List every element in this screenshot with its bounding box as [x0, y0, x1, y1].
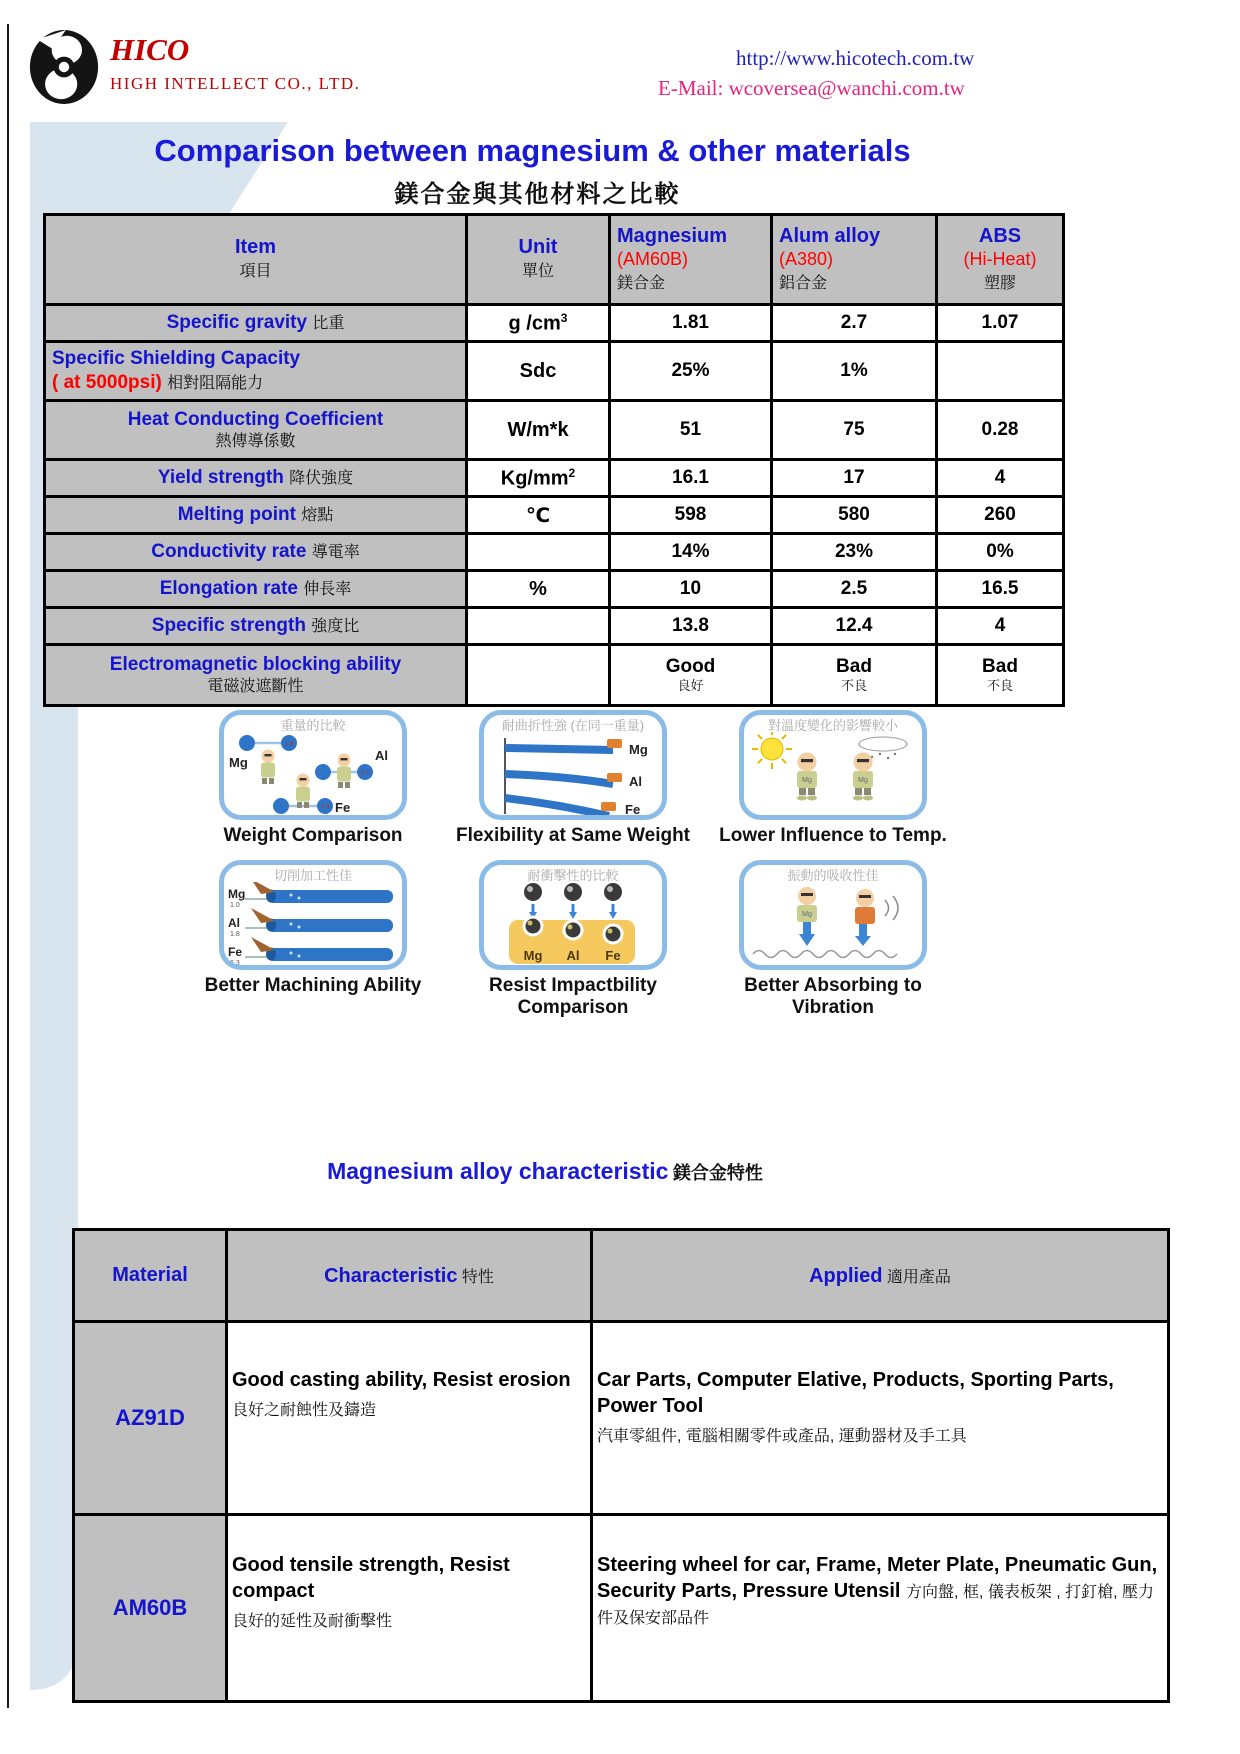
svg-text:Mg: Mg [802, 911, 812, 919]
feature-title-zh: 耐衝擊性的比較 [527, 868, 619, 884]
column-header-en: Applied [809, 1264, 883, 1287]
feature-panel [739, 710, 927, 820]
svg-text:Mg: Mg [523, 948, 543, 964]
feature-better-machining-ability [183, 860, 443, 1018]
characteristic-cell [227, 1322, 592, 1515]
value: Good [665, 656, 716, 678]
item-label-en: Specific Shielding Capacity [52, 348, 301, 370]
feature-better-absorbing-to-vibration [703, 860, 963, 1018]
feature-illustration [745, 882, 921, 968]
column-header-en: Material [112, 1264, 188, 1286]
page-title-zh: 鎂合金與其他材料之比較 [394, 182, 681, 208]
svg-text:Fe: Fe [335, 800, 351, 815]
feature-illustration [745, 732, 921, 818]
feature-caption: Flexibility at Same Weight [455, 825, 691, 846]
feature-illustration [225, 732, 401, 818]
svg-text:Mg: Mg [802, 777, 812, 784]
characteristic-en: Good casting ability, Resist erosion [232, 1369, 571, 1391]
feature-caption: Resist Impactbility Comparison [489, 975, 657, 1018]
value-cell [937, 305, 1064, 342]
section-heading-zh: 鎂合金特性 [672, 1163, 763, 1183]
feature-caption: Lower Influence to Temp. [719, 825, 947, 846]
value: 2.7 [840, 312, 868, 334]
unit-cell [467, 608, 610, 645]
value-zh: 不良 [840, 678, 867, 694]
value: 75 [843, 419, 865, 441]
item-cell [45, 645, 467, 706]
logo-text: HICO [110, 32, 190, 67]
value: 598 [674, 504, 707, 526]
svg-text:Al: Al [375, 748, 388, 763]
material-cell [74, 1515, 227, 1702]
feature-caption: Better Absorbing to Vibration [744, 975, 922, 1018]
unit-cell: Sdc [467, 342, 610, 401]
column-header [227, 1230, 592, 1322]
table-row [45, 305, 1064, 342]
column-header-en: Magnesium [617, 225, 728, 248]
value-cell [610, 571, 772, 608]
value-cell [610, 460, 772, 497]
column-header-zh: 鎂合金 [617, 274, 666, 292]
value-cell [772, 571, 937, 608]
value: 17 [843, 467, 865, 489]
value: 23% [834, 541, 874, 563]
item-label: Elongation rate 伸長率 [159, 578, 352, 600]
column-header-zh: 塑膠 [983, 274, 1016, 292]
value: 1.81 [672, 312, 709, 334]
characteristic-table-body [74, 1322, 1169, 1702]
feature-panel [479, 710, 667, 820]
svg-text:Mg: Mg [229, 755, 248, 770]
table-row [45, 645, 1064, 706]
item-cell [45, 401, 467, 460]
value-cell [772, 342, 937, 401]
feature-panel [739, 860, 927, 970]
value-zh: 不良 [986, 678, 1013, 694]
value: 2.5 [840, 578, 868, 600]
value-cell [610, 608, 772, 645]
value-cell [772, 460, 937, 497]
column-header-zh: 特性 [461, 1268, 494, 1286]
comparison-header-row [45, 215, 1064, 305]
unit-cell: W/m*k [467, 401, 610, 460]
svg-text:1.8: 1.8 [284, 740, 294, 748]
value: 1% [840, 360, 868, 382]
item-label-zh: ( at 5000psi) 相對阻隔能力 [52, 372, 264, 393]
company-name: HIGH INTELLECT CO., LTD. [110, 74, 361, 93]
value: 260 [984, 504, 1016, 526]
unit-cell: % [467, 571, 610, 608]
feature-lower-influence-to-temp- [703, 710, 963, 846]
item-label: Yield strength 降伏強度 [157, 467, 354, 489]
characteristic-en: Good tensile strength, Resist compact [232, 1554, 510, 1602]
item-cell [45, 497, 467, 534]
unit-cell [467, 534, 610, 571]
table-row [45, 342, 1064, 401]
contact-block [658, 44, 974, 104]
value-cell [772, 645, 937, 706]
value-cell [937, 460, 1064, 497]
website-url[interactable]: http://www.hicotech.com.tw [736, 46, 975, 70]
value: 4 [994, 467, 1006, 489]
value-cell [772, 497, 937, 534]
column-header [937, 215, 1064, 305]
value: 0.28 [981, 419, 1019, 441]
characteristic-header-row [74, 1230, 1169, 1322]
feature-caption: Weight Comparison [223, 825, 403, 846]
value-cell [937, 608, 1064, 645]
feature-panel [479, 860, 667, 970]
page-title: Comparison between magnesium & other materials [154, 133, 911, 168]
feature-panel [219, 710, 407, 820]
characteristic-zh: 良好之耐蝕性及鑄造 [232, 1402, 377, 1419]
column-header-zh: 單位 [521, 263, 554, 281]
column-header-en: Item [234, 236, 277, 259]
column-header [772, 215, 937, 305]
column-header [592, 1230, 1169, 1322]
unit-cell: $Kg/mm^2$ [467, 460, 610, 497]
item-label: Melting point 熔點 [177, 504, 334, 526]
item-label-en: Heat Conducting Coefficient [127, 409, 384, 431]
applied-cell [592, 1515, 1169, 1702]
unit-cell: g $/cm^3$ [467, 305, 610, 342]
svg-text:Al: Al [228, 916, 240, 931]
svg-text:1.0: 1.0 [230, 902, 240, 910]
feature-panel [219, 860, 407, 970]
column-header [45, 215, 467, 305]
column-header-en: ABS [978, 225, 1022, 248]
applied-zh: 方向盤, 框, 儀表板架 , 打釘槍, 壓力件及保安部品件 [597, 1584, 1155, 1627]
header-logo-block [28, 28, 360, 111]
column-header-code: (A380) [779, 249, 834, 270]
table-row [45, 497, 1064, 534]
feature-illustration [485, 882, 661, 968]
feature-caption: Better Machining Ability [204, 975, 422, 997]
value-cell [772, 305, 937, 342]
svg-text:7.9: 7.9 [320, 803, 330, 811]
applied-en: Steering wheel for car, Frame, Meter Plate, Pneumatic Gun, Security Parts, Pressure Utensil 方向盤, 框, 儀表板架 , 打釘槍, 壓力件及保安部品件 [597, 1554, 1158, 1627]
value: 12.4 [835, 615, 873, 637]
value-cell [937, 497, 1064, 534]
item-label: Specific strength 強度比 [151, 615, 360, 637]
applied-en: Car Parts, Computer Elative, Products, Sporting Parts, Power Tool [597, 1369, 1114, 1417]
column-header-en: Unit [518, 236, 558, 259]
value-cell [772, 534, 937, 571]
svg-text:6.3: 6.3 [230, 960, 240, 968]
value-cell [937, 571, 1064, 608]
comparison-table-head [45, 215, 1064, 305]
value: 16.5 [981, 578, 1019, 600]
value: 51 [679, 419, 702, 441]
characteristic-table [72, 1228, 1170, 1703]
value-cell [937, 342, 1064, 401]
svg-text:Fe: Fe [625, 802, 641, 817]
svg-text:Fe: Fe [228, 945, 243, 960]
value: 10 [679, 578, 702, 600]
feature-weight-comparison [183, 710, 443, 846]
value: Bad [982, 656, 1018, 678]
value-cell [610, 645, 772, 706]
comparison-table-body [45, 305, 1064, 706]
value: 25% [671, 360, 710, 382]
item-cell [45, 342, 467, 401]
value-cell [610, 401, 772, 460]
value: 14% [671, 541, 710, 563]
applied-cell [592, 1322, 1169, 1515]
column-header [74, 1230, 227, 1322]
item-label: Conductivity rate 導電率 [151, 541, 360, 563]
material-cell [74, 1322, 227, 1515]
value: 0% [986, 541, 1014, 563]
item-label-zh: 電磁波遮斷性 [207, 677, 304, 695]
item-label-zh: 熱傳導係數 [215, 432, 296, 450]
feature-illustration [225, 882, 401, 968]
svg-text:Fe: Fe [605, 948, 621, 964]
column-header-zh: 鋁合金 [779, 274, 828, 292]
value: 16.1 [672, 467, 709, 489]
value: 13.8 [672, 615, 709, 637]
value: 580 [838, 504, 870, 526]
feature-title-zh: 對溫度變化的影響較小 [767, 718, 898, 733]
value-cell [937, 645, 1064, 706]
value-zh: 良好 [677, 678, 704, 694]
svg-text:Mg: Mg [228, 887, 246, 902]
svg-text:Al: Al [566, 948, 580, 964]
column-header-code: (Hi-Heat) [963, 249, 1037, 270]
unit-cell: ℃ [467, 497, 610, 534]
value-cell [937, 534, 1064, 571]
email-address[interactable]: E-Mail: wcoversea@wanchi.com.tw [658, 75, 965, 100]
features-grid [183, 710, 963, 1018]
characteristic-zh: 良好的延性及耐衝擊性 [232, 1613, 393, 1630]
feature-title-zh: 切削加工性佳 [273, 868, 352, 884]
page-border-line [7, 24, 9, 1708]
svg-text:1.8: 1.8 [230, 931, 240, 939]
table-row [74, 1322, 1169, 1515]
table-row [45, 608, 1064, 645]
hico-logo-icon [28, 28, 100, 111]
characteristic-table-head [74, 1230, 1169, 1322]
section-heading [0, 1158, 1090, 1185]
value-cell [937, 401, 1064, 460]
item-label-en: Electromagnetic blocking ability [109, 654, 402, 676]
value-cell [610, 497, 772, 534]
unit-cell [467, 645, 610, 706]
svg-text:2.7: 2.7 [360, 769, 370, 777]
column-header-code: (AM60B) [617, 249, 689, 270]
value: 1.07 [981, 312, 1019, 334]
table-row [45, 534, 1064, 571]
section-heading-en: Magnesium alloy characteristic [327, 1158, 669, 1184]
table-row [45, 460, 1064, 497]
column-header-en: Alum alloy [779, 225, 881, 248]
item-cell [45, 460, 467, 497]
feature-illustration [485, 732, 661, 818]
value: 4 [994, 615, 1006, 637]
feature-title-zh: 振動的吸收性佳 [787, 868, 879, 884]
comparison-table [43, 213, 1065, 707]
svg-text:Mg: Mg [629, 742, 648, 757]
table-row [45, 571, 1064, 608]
item-label: Specific gravity 比重 [166, 312, 345, 334]
characteristic-cell [227, 1515, 592, 1702]
column-header-en: Characteristic [324, 1264, 458, 1287]
item-cell [45, 305, 467, 342]
column-header-zh: 項目 [239, 263, 272, 281]
feature-title-zh: 重量的比較 [280, 718, 346, 733]
item-cell [45, 608, 467, 645]
svg-text:Mg: Mg [858, 777, 868, 784]
value-cell [610, 305, 772, 342]
value-cell [610, 342, 772, 401]
feature-resist-impactbility-comparison [443, 860, 703, 1018]
value-cell [610, 534, 772, 571]
applied-zh: 汽車零組件, 電腦相關零件或產品, 運動器材及手工具 [597, 1428, 967, 1445]
table-row [74, 1515, 1169, 1702]
item-cell [45, 534, 467, 571]
value-cell [772, 401, 937, 460]
svg-text:Al: Al [629, 774, 642, 789]
item-cell [45, 571, 467, 608]
material-label: AM60B [112, 1595, 188, 1620]
value-cell [772, 608, 937, 645]
material-label: AZ91D [115, 1405, 185, 1430]
column-header-zh: 適用產品 [886, 1268, 951, 1286]
column-header [610, 215, 772, 305]
value: Bad [836, 656, 872, 678]
table-row [45, 401, 1064, 460]
feature-flexibility-at-same-weight [443, 710, 703, 846]
feature-title-zh: 耐曲折性強 (在同一重量) [501, 718, 645, 733]
column-header [467, 215, 610, 305]
